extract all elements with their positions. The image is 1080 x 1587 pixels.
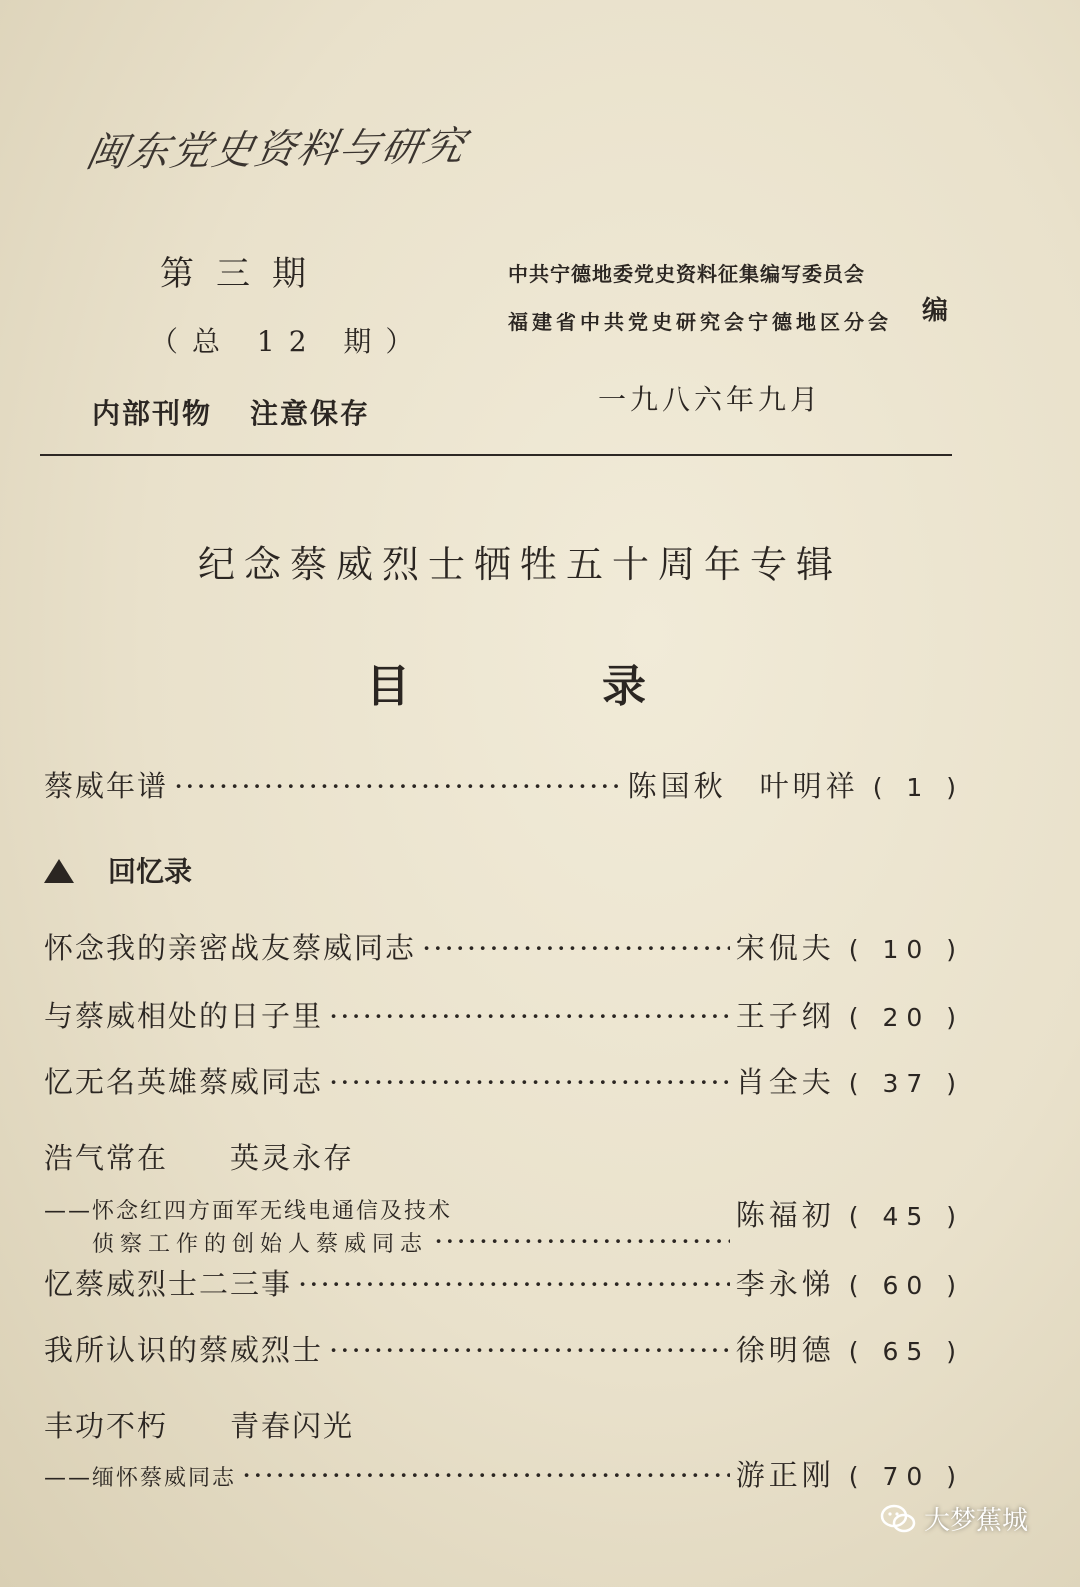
- leader-dots: [298, 1267, 730, 1301]
- toc-entry[interactable]: [44, 764, 964, 805]
- editor-committee: 中共宁德地委党史资料征集编写委员会: [508, 262, 865, 286]
- toc-entry[interactable]: [44, 1060, 964, 1101]
- entry-subtitle: ——缅怀蔡威同志: [44, 1466, 237, 1491]
- entry-author: 游正刚: [735, 1458, 835, 1492]
- internal-note: [92, 392, 408, 432]
- entry-subtitle: ——怀念红四方面军无线电通信及技术: [44, 1199, 453, 1224]
- watermark: [880, 1500, 1028, 1537]
- editor-society: 福建省中共党史研究会宁德地区分会: [508, 310, 892, 334]
- entry-page: ( 65 ): [848, 1337, 964, 1366]
- toc-title-char-2: 录: [602, 661, 646, 712]
- publish-date: 一九八六年九月: [598, 383, 823, 416]
- leader-dots: [422, 931, 730, 965]
- entry-page: ( 37 ): [848, 1069, 964, 1098]
- issue-number: 第三期: [160, 254, 328, 294]
- entry-title: 我所认识的蔡威烈士: [44, 1333, 324, 1367]
- internal-publication-label: 内部刊物: [92, 397, 213, 430]
- entry-title: 蔡威年谱: [44, 769, 169, 803]
- leader-dots: [329, 1333, 730, 1367]
- toc-entry[interactable]: [44, 1328, 964, 1369]
- wechat-icon: [880, 1504, 916, 1534]
- toc-entry[interactable]: [44, 926, 964, 967]
- entry-author: 陈国秋 叶明祥: [627, 769, 859, 803]
- total-issue: （总 12 期）: [150, 325, 428, 358]
- handwritten-title: 闽东党史资料与研究: [82, 123, 471, 177]
- watermark-text: 大梦蕉城: [924, 1506, 1029, 1536]
- entry-page: ( 60 ): [848, 1271, 964, 1300]
- entry-title: 与蔡威相处的日子里: [44, 999, 324, 1033]
- leader-dots: [242, 1458, 730, 1492]
- entry-title: 忆无名英雄蔡威同志: [44, 1065, 324, 1099]
- leader-dots: [174, 769, 622, 803]
- section-heading: [44, 850, 192, 890]
- leader-dots: [329, 999, 730, 1033]
- toc-entry[interactable]: [44, 1404, 964, 1494]
- edit-mark: 编: [922, 296, 949, 326]
- entry-subtitle-cont: 侦察工作的创始人蔡威同志: [92, 1232, 429, 1257]
- keep-safe-label: 注意保存: [250, 397, 371, 430]
- toc-entry[interactable]: [44, 994, 964, 1035]
- entry-title: 浩气常在 英灵永存: [44, 1141, 355, 1175]
- triangle-icon: [44, 859, 74, 883]
- entry-title: 怀念我的亲密战友蔡威同志: [44, 931, 417, 965]
- entry-page: ( 10 ): [848, 935, 964, 964]
- entry-page: ( 70 ): [848, 1462, 964, 1491]
- entry-page: ( 1 ): [872, 773, 964, 802]
- header-divider: [40, 454, 952, 456]
- leader-dots: [434, 1224, 730, 1258]
- leader-dots: [329, 1065, 730, 1099]
- entry-page: ( 45 ): [848, 1202, 964, 1231]
- entry-author: 陈福初: [735, 1198, 835, 1232]
- entry-author: 肖全夫: [735, 1065, 835, 1099]
- entry-title: 忆蔡威烈士二三事: [44, 1267, 293, 1301]
- entry-page: ( 20 ): [848, 1003, 964, 1032]
- entry-author: 宋侃夫: [735, 931, 835, 965]
- entry-author: 王子纲: [735, 999, 835, 1033]
- entry-title: 丰功不朽 青春闪光: [44, 1409, 355, 1443]
- toc-entry[interactable]: [44, 1136, 964, 1260]
- toc-title-char-1: 目: [366, 661, 410, 712]
- entry-author: 李永悌: [735, 1267, 835, 1301]
- toc-title: [366, 650, 646, 714]
- special-issue-title: 纪念蔡威烈士牺牲五十周年专辑: [198, 543, 842, 586]
- entry-author: 徐明德: [735, 1333, 835, 1367]
- section-title: 回忆录: [108, 855, 193, 888]
- toc-entry[interactable]: [44, 1262, 964, 1303]
